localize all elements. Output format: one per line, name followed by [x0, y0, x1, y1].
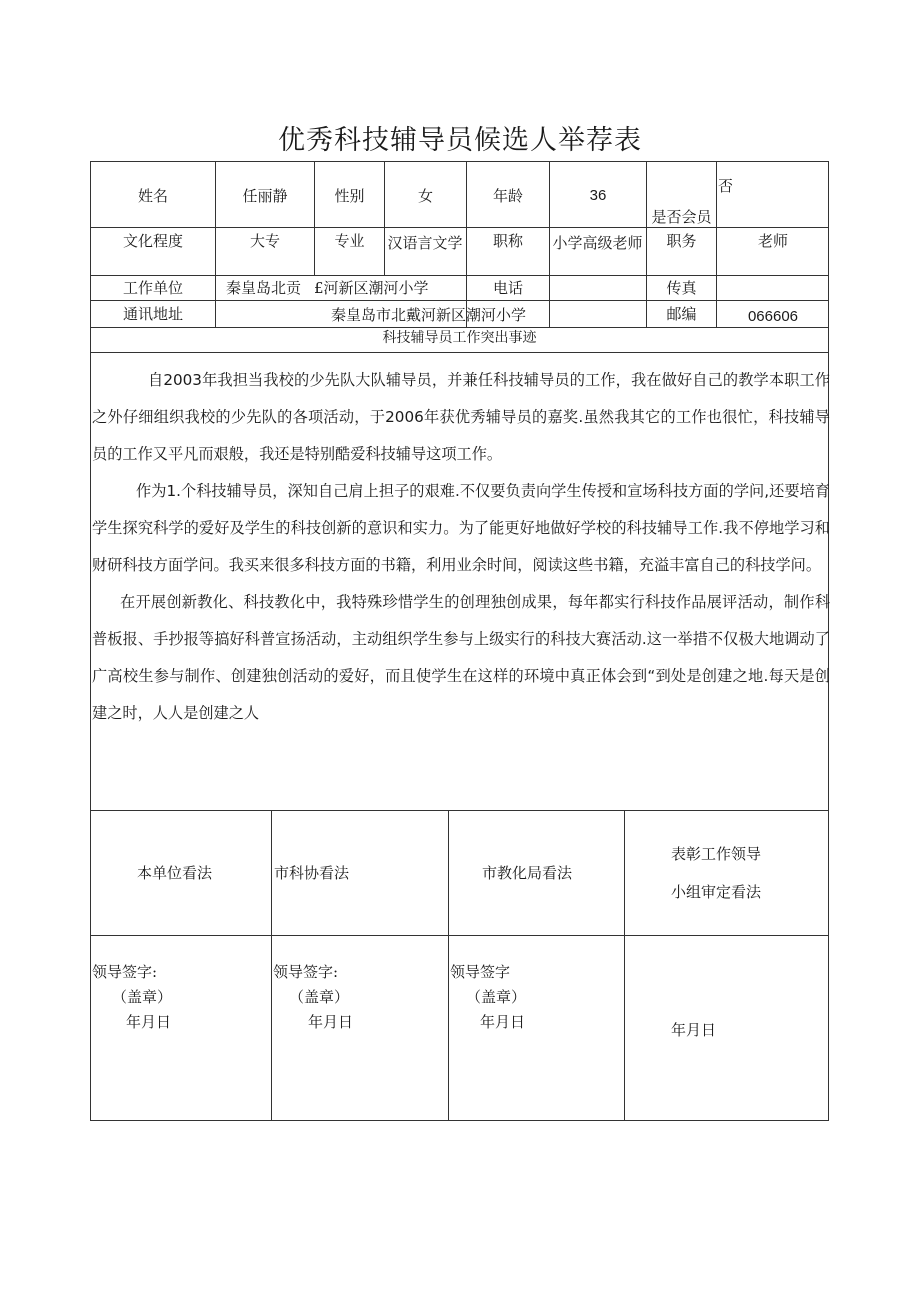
education-label: 文化程度 — [122, 232, 183, 250]
bureau-signature-label: 领导签字 — [450, 963, 511, 981]
column-divider — [271, 810, 272, 1121]
member-label: 是否会员 — [651, 208, 712, 226]
work-unit-value-part1: 秦皇岛北贡 — [226, 279, 302, 297]
bureau-seal-label: （盖章） — [466, 988, 527, 1006]
achievement-paragraph: 自2003年我担当我校的少先队大队辅导员，并兼任科技辅导员的工作，我在做好自己的教学本职工作之外仔细组织我校的少先队的各项活动，于2006年获优秀辅导员的嘉奖.虽然我其它的工作也很忙，科技辅导员的工作又平凡而艰般，我还是特别酷爱科技辅导这项工作。 — [92, 371, 830, 463]
column-divider — [314, 161, 315, 275]
job-title-value: 小学高级老师 — [552, 234, 643, 252]
column-divider — [448, 810, 449, 1121]
row-divider — [90, 935, 829, 936]
city-sci-assoc-opinion-label: 市科协看法 — [274, 864, 350, 882]
unit-signature-label: 领导签字: — [92, 963, 158, 981]
achievement-paragraph: 作为1.个科技辅导员，深知自己肩上担子的艰难.不仅要负责向学生传授和宣场科技方面的学问,还要培育学生探究科学的爱好及学生的科技创新的意识和实力。为了能更好地做好学校的科技辅导工作.我不停地学习和财研科技方面学问。我买来很多科技方面的书籍，利用业余时间，阅读这些书籍，充溢丰富自己的科技学问。 — [92, 482, 830, 574]
assoc-date-label: 年月日 — [308, 1013, 354, 1031]
commend-date-label: 年月日 — [671, 1021, 717, 1039]
row-divider — [90, 227, 829, 228]
gender-value: 女 — [417, 187, 433, 205]
position-value: 老师 — [757, 232, 788, 250]
address-label: 通讯地址 — [122, 305, 183, 323]
major-label: 专业 — [334, 232, 365, 250]
member-value: 否 — [718, 177, 734, 195]
unit-date-label: 年月日 — [126, 1013, 172, 1031]
major-value: 汉语言文学 — [387, 234, 463, 252]
unit-opinion-label: 本单位看法 — [137, 864, 213, 882]
column-divider — [624, 810, 625, 1121]
commend-opinion-label-line2: 小组审定看法 — [671, 883, 762, 901]
achievements-heading: 科技辅导员工作突出事迹 — [382, 330, 537, 346]
achievements-text — [92, 362, 830, 732]
fax-label: 传真 — [666, 279, 697, 297]
page-title: 优秀科技辅导员候选人举荐表 — [278, 125, 642, 156]
row-divider — [90, 810, 829, 811]
commend-opinion-label-line1: 表彰工作领导 — [671, 845, 762, 863]
column-divider — [384, 161, 385, 275]
age-label: 年龄 — [492, 187, 523, 205]
assoc-signature-label: 领导签字: — [273, 963, 339, 981]
name-label: 姓名 — [137, 187, 168, 205]
address-value: 秦皇岛市北戴河新区潮河小学 — [331, 306, 527, 324]
row-divider — [90, 300, 829, 301]
unit-seal-label: （盖章） — [112, 988, 173, 1006]
education-value: 大专 — [249, 232, 280, 250]
job-title-label: 职称 — [492, 232, 523, 250]
work-unit-label: 工作单位 — [122, 279, 183, 297]
postcode-label: 邮编 — [666, 305, 697, 323]
bureau-date-label: 年月日 — [480, 1013, 526, 1031]
achievement-paragraph: 在开展创新教化、科技教化中，我特殊珍惜学生的创理独创成果，每年都实行科技作品展评活动，制作科普板报、手抄报等搞好科普宣扬活动，主动组织学生参与上级实行的科技大赛活动.这一举措不仅极大地调动了广高校生参与制作、创建独创活动的爱好，而且使学生在这样的环境中真正体会到“到处是创建之地.每天是创建之时，人人是创建之人 — [92, 593, 830, 722]
row-divider — [90, 275, 829, 276]
gender-label: 性别 — [334, 187, 365, 205]
name-value: 任丽静 — [242, 187, 288, 205]
city-edu-bureau-opinion-label: 市教化局看法 — [482, 864, 573, 882]
work-unit-value-part2: £河新区潮河小学 — [314, 279, 429, 297]
age-value: 36 — [589, 187, 607, 204]
phone-label: 电话 — [492, 279, 523, 297]
row-divider — [90, 327, 829, 328]
postcode-value: 066606 — [747, 308, 799, 325]
row-divider — [90, 352, 829, 353]
assoc-seal-label: （盖章） — [289, 988, 350, 1006]
position-label: 职务 — [666, 232, 697, 250]
